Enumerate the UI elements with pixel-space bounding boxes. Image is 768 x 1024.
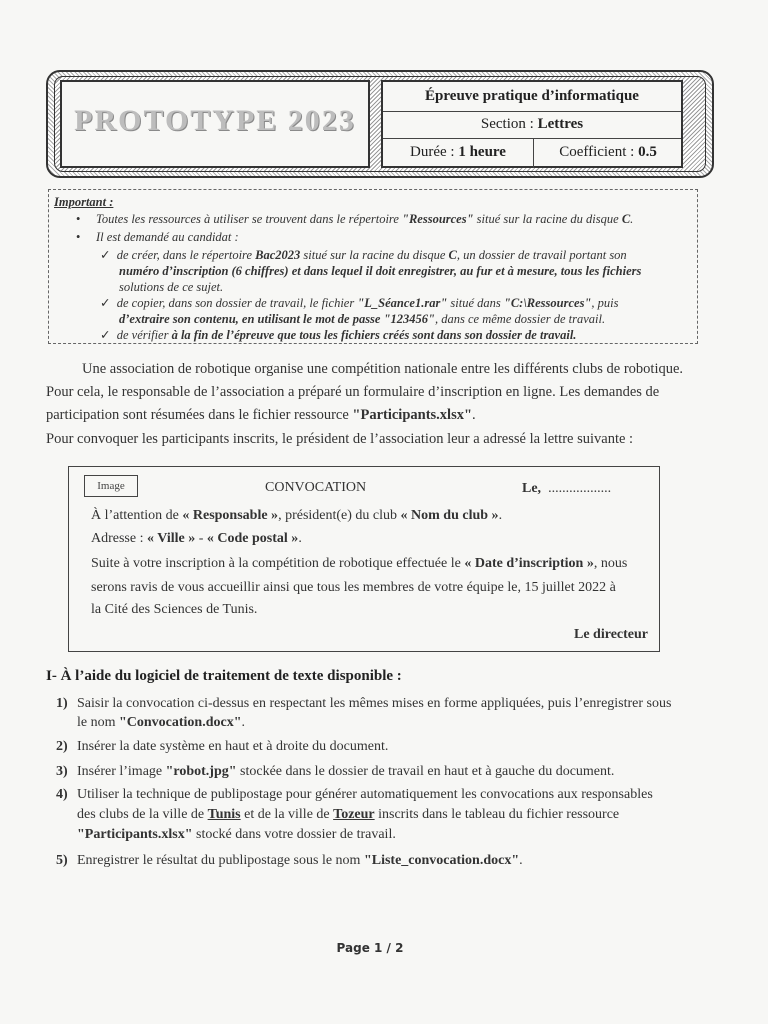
question-1-number: 1) <box>56 696 68 711</box>
check-icon: ✓ <box>100 328 111 342</box>
image-placeholder: Image <box>84 475 138 497</box>
convocation-title: CONVOCATION <box>265 480 367 495</box>
question-2: Insérer la date système en haut et à droite du document. <box>77 739 389 754</box>
check-icon: ✓ <box>100 296 111 310</box>
important-title: Important : <box>54 195 114 209</box>
epreuve-title: Épreuve pratique d’informatique <box>425 88 639 104</box>
question-2-number: 2) <box>56 739 68 754</box>
question-4-line-1: Utiliser la technique de publipostage pour générer automatiquement les convocations aux responsables <box>77 787 653 802</box>
question-5-number: 5) <box>56 853 68 868</box>
date-line: Le, .................. <box>522 481 612 496</box>
body-line-2: serons ravis de vous accueillir ainsi que tous les membres de votre équipe le, 15 juillet 2022 à <box>91 580 616 595</box>
section-title: I- À l’aide du logiciel de traitement de texte disponible : <box>46 668 402 684</box>
question-3: Insérer l’image "robot.jpg" stockée dans le dossier de travail en haut et à gauche du document. <box>77 764 615 779</box>
duree-line: Durée : 1 heure <box>410 144 506 160</box>
question-5: Enregistrer le résultat du publipostage sous le nom "Liste_convocation.docx". <box>77 853 523 868</box>
intro-line-4: Pour convoquer les participants inscrits, le président de l’association leur a adressé la lettre suivante : <box>46 431 634 447</box>
question-3-number: 3) <box>56 764 68 779</box>
prototype-title: PROTOTYPE 2023 <box>74 104 356 137</box>
important-check-1-line3: solutions de ce sujet. <box>119 280 224 294</box>
question-1-line-1: Saisir la convocation ci-dessus en respectant les mêmes mises en forme appliquées, puis l’enregistrer sous <box>77 696 672 711</box>
important-bullet-2: • Il est demandé au candidat : <box>76 230 239 244</box>
intro-line-3: participation sont résumées dans le fichier ressource "Participants.xlsx". <box>46 407 476 423</box>
signature: Le directeur <box>574 627 648 642</box>
intro-line-2: Pour cela, le responsable de l’association a préparé un formulaire d’inscription en ligne. Les demandes de <box>46 384 660 400</box>
important-bullet-1: • Toutes les ressources à utiliser se trouvent dans le répertoire "Ressources" situé sur la racine du disque C. <box>76 212 634 226</box>
intro-line-1: Une association de robotique organise une compétition nationale entre les différents clubs de robotique. <box>82 361 684 377</box>
page-number: Page 1 / 2 <box>336 941 404 955</box>
question-4-line-2: des clubs de la ville de Tunis et de la ville de Tozeur inscrits dans le tableau du fichier ressource <box>77 807 620 822</box>
important-check-1-line2: numéro d’inscription (6 chiffres) et dans lequel il doit enregistrer, au fur et à mesure, tous les fichiers <box>119 264 642 278</box>
exam-info-table <box>381 80 683 168</box>
important-check-2-line2: d’extraire son contenu, en utilisant le mot de passe "123456", dans ce même dossier de travail. <box>119 312 606 326</box>
body-line-3: la Cité des Sciences de Tunis. <box>91 602 258 617</box>
check-icon: ✓ <box>100 248 111 262</box>
question-4-line-3: "Participants.xlsx" stocké dans votre dossier de travail. <box>77 827 396 842</box>
important-check-1: ✓ de créer, dans le répertoire Bac2023 situé sur la racine du disque C, un dossier de travail portant son <box>100 248 627 262</box>
important-check-3: ✓ de vérifier à la fin de l’épreuve que tous les fichiers créés sont dans son dossier de travail. <box>100 328 577 342</box>
body-line-1: Suite à votre inscription à la compétition de robotique effectuée le « Date d’inscription », nous <box>91 556 628 571</box>
coefficient-line: Coefficient : 0.5 <box>559 144 657 160</box>
question-4-number: 4) <box>56 787 68 802</box>
important-check-2: ✓ de copier, dans son dossier de travail, le fichier "L_Séance1.rar" situé dans "C:\Ressources", puis <box>100 296 619 310</box>
section-line: Section : Lettres <box>480 116 584 132</box>
attention-line: À l’attention de « Responsable », président(e) du club « Nom du club ». <box>91 508 503 523</box>
question-1-line-2: le nom "Convocation.docx". <box>77 715 245 730</box>
address-line: Adresse : « Ville » - « Code postal ». <box>91 531 302 546</box>
